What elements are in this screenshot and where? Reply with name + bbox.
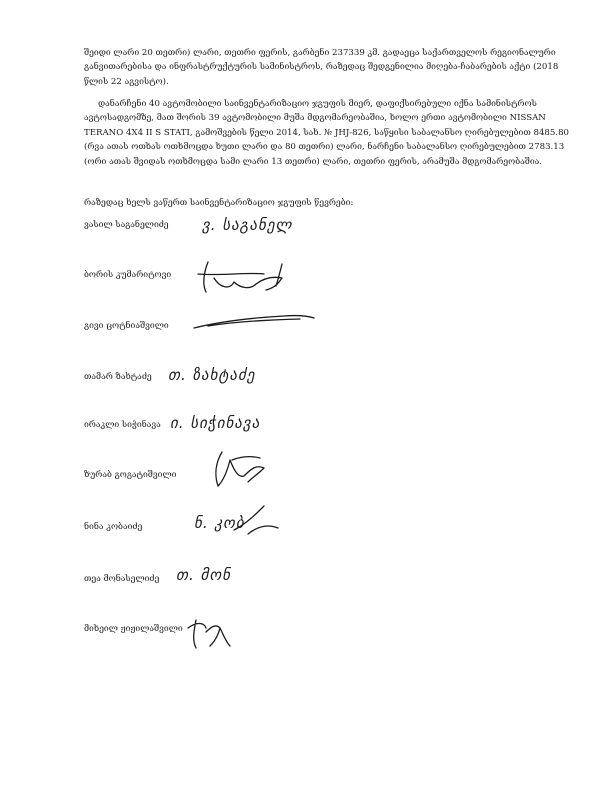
signature-row: [84, 262, 524, 302]
signatory-name: თეა მონასელიძე: [84, 574, 160, 584]
handwritten-signature: თ. ზახტაძე: [168, 366, 256, 384]
signature-mark: [180, 610, 240, 654]
text-line: ავტოსადგომზე, მათ შორის 39 ავტომობილი მუშა მდგომარეობაშია, ხოლო ერთი ავტომობილი NISSAN: [84, 113, 546, 124]
handwritten-signature: ნ. კობ: [194, 514, 245, 532]
paragraph-signing-statement: [84, 196, 530, 210]
handwritten-signature: ი. სიჭინავა: [170, 414, 261, 432]
signature-row: [84, 410, 524, 450]
text-line: დანარჩენი 40 ავტომობილი საინვენტარიზაციო ჯგუფის მიერ, დაფიქსირებული იქნა სამინისტროს: [98, 99, 537, 109]
signature-row: [84, 216, 524, 256]
paragraph-vehicle-transfer: [84, 46, 559, 89]
signatory-name: ნინა კობაიძე: [84, 522, 143, 532]
signatory-name: მიხეილ ჟიჟილაშვილი: [84, 624, 183, 634]
text-line: წლის 22 აგვისტო).: [84, 76, 169, 87]
signature-mark: [188, 310, 318, 334]
signature-row: [84, 314, 524, 354]
signature-row: [84, 612, 524, 652]
signature-row: [84, 362, 524, 402]
text-line: (ორი ათას შვიდას ოთხმოცდა სამი ლარი 13 თეთრი) ლარი, თეთრი ფერის, არამუშა მდგომარეობაშია.: [84, 156, 543, 167]
signature-mark: [202, 446, 282, 496]
paragraph-remaining-vehicles: [84, 97, 570, 169]
handwritten-signature: ვ. საგანელ: [202, 216, 293, 234]
text-line: რაზედაც ხელს ვაწერთ საინვენტარიზაციო ჯგუფის წევრები:: [84, 198, 354, 208]
signature-mark: [194, 254, 304, 298]
signatory-name: ვასილ საგანელიძე: [84, 220, 169, 230]
signature-row: [84, 512, 524, 552]
signature-mark: [224, 500, 284, 544]
text-line: განვითარებისა და ინფრასტრუქტურის სამინისტროს, რაზედაც შედგენილია მიღება-ჩაბარების აქტი (2018: [84, 62, 559, 73]
signatory-name: გივი ცოტნიაშვილი: [84, 321, 169, 331]
text-line: შეიდი ლარი 20 თეთრი) ლარი, თეთრი ფერის, გარბენი 237339 კმ. გადაეცა საქართველოს რეგიონალური: [84, 48, 556, 58]
text-line: (რვა ათას ოთხას ოთხმოცდა ხუთი ლარი და 80 თეთრი) ლარი, ნარჩენი საბალანსო ღირებულებით 2783.13: [84, 142, 565, 153]
signature-row: [84, 562, 524, 602]
text-line: TERANO 4X4 II S STATI, გამოშვების წელი 2014, სახ. № JHJ-826, საწყისი საბალანსო ღირებულებით 8485.80: [84, 127, 570, 138]
signatory-name: თამარ ზახტაძე: [84, 372, 152, 382]
handwritten-signature: თ. მონ: [176, 566, 232, 584]
signature-row: [84, 458, 524, 498]
signatory-name: ირაკლი სიჭინავა: [84, 420, 161, 430]
signatory-name: ბორის კუმარიტოვი: [84, 270, 172, 280]
signatory-name: ზურაბ გოგატიშვილი: [84, 470, 177, 480]
